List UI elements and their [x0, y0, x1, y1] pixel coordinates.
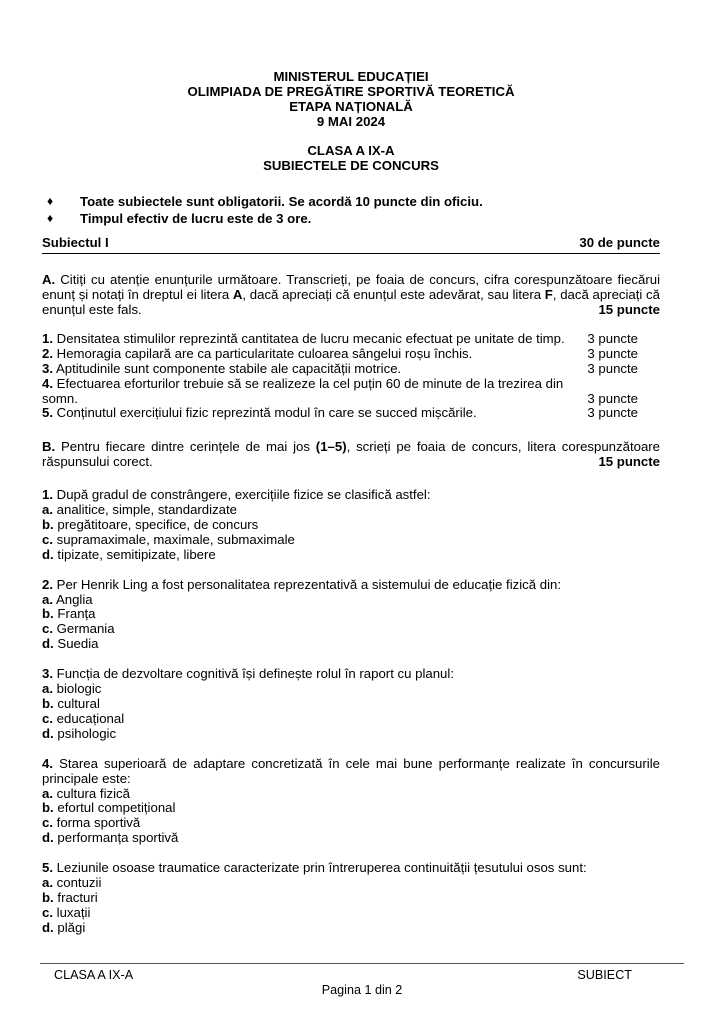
option-letter: a. [42, 502, 53, 518]
option-text: analitice, simple, standardizate [56, 502, 237, 518]
option-letter: b. [42, 606, 54, 622]
option-c [42, 622, 660, 637]
section-a-label: A. [42, 272, 56, 288]
option-b [42, 801, 660, 816]
option-letter: b. [42, 889, 54, 905]
statement-item [42, 362, 660, 377]
option-text: cultural [57, 696, 100, 711]
note-item [42, 212, 660, 227]
section-a-statements [42, 332, 660, 421]
option-letter: c. [42, 710, 53, 726]
question-4 [42, 757, 660, 846]
subject1-title: Subiectul I [42, 235, 109, 251]
question-body: Per Henrik Ling a fost personalitatea reprezentativă a sistemului de educație fizică din: [56, 576, 562, 592]
question-number: 5. [42, 860, 53, 876]
option-text: Anglia [55, 591, 93, 607]
statement-text [42, 362, 587, 377]
option-d [42, 548, 660, 563]
option-letter: d. [42, 546, 54, 562]
option-text: biologic [56, 681, 102, 697]
statement-number: 3. [42, 360, 53, 376]
section-a-text-3: , dacă apreciați că enunțul este fals. [42, 287, 660, 317]
option-text: plăgi [57, 919, 86, 935]
option-letter: a. [42, 875, 53, 891]
stage-title: ETAPA NAȚIONALĂ [289, 98, 413, 114]
option-text: luxații [56, 904, 91, 920]
option-text: psihologic [57, 725, 117, 741]
option-letter: c. [42, 621, 53, 637]
statement-number: 4. [42, 375, 53, 391]
question-number: 4. [42, 755, 53, 771]
option-text: Suedia [57, 636, 99, 652]
subjects-subtitle: SUBIECTELE DE CONCURS [263, 157, 439, 173]
section-a-true-letter: A [232, 287, 243, 303]
page-footer [0, 963, 724, 997]
statement-item [42, 332, 660, 347]
statement-body: Aptitudinile sunt componente stabile ale capacității motrice. [55, 360, 402, 376]
note-text: Timpul efectiv de lucru este de 3 ore. [80, 211, 312, 227]
option-d [42, 921, 660, 936]
section-a-false-letter: F [544, 287, 553, 303]
section-b-questions [42, 488, 660, 936]
section-a-intro [42, 273, 660, 318]
option-a [42, 787, 660, 802]
option-a [42, 593, 660, 608]
general-notes [42, 195, 660, 227]
statement-number: 2. [42, 345, 53, 361]
section-b-text-1: Pentru fiecare dintre cerințele de mai jos [61, 439, 310, 455]
option-b [42, 518, 660, 533]
olympiad-title: OLIMPIADA DE PREGĂTIRE SPORTIVĂ TEORETICĂ [187, 83, 515, 99]
question-text [42, 578, 660, 593]
section-b-label: B. [42, 439, 56, 455]
question-text [42, 667, 660, 682]
option-a [42, 503, 660, 518]
option-letter: c. [42, 904, 53, 920]
option-b [42, 891, 660, 906]
section-b-intro [42, 440, 660, 470]
option-c [42, 712, 660, 727]
option-letter: a. [42, 681, 53, 697]
statement-item [42, 377, 660, 407]
statement-text [42, 377, 587, 407]
note-text: Toate subiectele sunt obligatorii. Se acordă 10 puncte din oficiu. [80, 194, 483, 210]
statement-number: 5. [42, 405, 53, 421]
question-body: Leziunile osoase traumatice caracterizate prin întreruperea continuității țesutului osos sunt: [56, 860, 587, 876]
section-b-points: 15 puncte [598, 454, 660, 470]
ministry-title: MINISTERUL EDUCAȚIEI [273, 69, 429, 84]
question-5 [42, 861, 660, 936]
option-text: educațional [56, 710, 125, 726]
subject1-points: 30 de puncte [579, 235, 660, 251]
option-b [42, 607, 660, 622]
section-a-points: 15 puncte [598, 301, 660, 317]
option-letter: d. [42, 636, 54, 652]
statement-points: 3 puncte [587, 360, 638, 376]
question-3 [42, 667, 660, 742]
section-a-text-1: Citiți cu atenție enunțurile următoare. Transcrieți, pe foaia de concurs, cifra corespunzătoare fiecărui enunț și notați în dreptul ei litera [42, 272, 660, 303]
question-1 [42, 488, 660, 563]
option-text: fracturi [57, 889, 98, 905]
statement-points: 3 puncte [587, 330, 638, 346]
footer-row [40, 964, 684, 982]
option-letter: d. [42, 919, 54, 935]
option-text: Germania [56, 621, 115, 637]
date-line: 9 MAI 2024 [316, 113, 386, 129]
question-2 [42, 578, 660, 653]
question-number: 2. [42, 576, 53, 592]
option-c [42, 816, 660, 831]
option-text: contuzii [56, 875, 102, 891]
footer-doc-type: SUBIECT [577, 967, 632, 982]
page-number: Pagina 1 din 2 [321, 982, 403, 997]
question-number: 1. [42, 487, 53, 503]
option-letter: d. [42, 725, 54, 741]
subject1-title-row [42, 236, 660, 254]
question-body: Funcția de dezvoltare cognitivă își definește rolul în raport cu planul: [56, 666, 454, 682]
option-a [42, 682, 660, 697]
option-b [42, 697, 660, 712]
option-letter: b. [42, 696, 54, 711]
option-letter: b. [42, 800, 54, 816]
option-text: efortul competițional [57, 800, 176, 816]
option-d [42, 831, 660, 846]
option-c [42, 533, 660, 548]
option-text: tipizate, semitipizate, libere [57, 546, 216, 562]
statement-points: 3 puncte [587, 405, 638, 421]
question-text [42, 757, 660, 787]
option-letter: a. [42, 591, 53, 607]
statement-item [42, 406, 660, 421]
question-body: După gradul de constrângere, exercițiile fizice se clasifică astfel: [56, 487, 431, 503]
statement-text [42, 406, 587, 421]
option-text: cultura fizică [56, 785, 130, 801]
option-c [42, 906, 660, 921]
statement-points: 3 puncte [587, 345, 638, 361]
section-a-text-2: , dacă apreciați că enunțul este adevărat, sau litera [242, 287, 542, 303]
option-letter: a. [42, 785, 53, 801]
header-spacer [42, 130, 660, 144]
option-text: forma sportivă [56, 815, 141, 831]
diamond-bullet-icon: ♦ [47, 211, 54, 226]
section-b-text-2: , scrieți pe foaia de concurs, litera corespunzătoare răspunsului corect. [42, 439, 661, 470]
question-text [42, 861, 660, 876]
statement-body: Conținutul exercițiului fizic reprezintă modul în care se succed mișcările. [56, 405, 477, 421]
option-text: performanța sportivă [57, 830, 179, 846]
diamond-bullet-icon: ♦ [47, 194, 54, 209]
question-number: 3. [42, 666, 53, 682]
option-d [42, 637, 660, 652]
footer-grade: CLASA A IX-A [54, 967, 134, 982]
statement-item [42, 347, 660, 362]
document-header [42, 70, 660, 173]
option-text: supramaximale, maximale, submaximale [56, 531, 295, 547]
option-letter: c. [42, 531, 53, 547]
option-text: pregătitoare, specifice, de concurs [57, 516, 259, 532]
section-b-range: (1–5) [315, 439, 347, 455]
statement-text [42, 347, 587, 362]
note-item [42, 195, 660, 210]
statement-number: 1. [42, 330, 53, 346]
option-a [42, 876, 660, 891]
question-body: Starea superioară de adaptare concretizată în cele mai bune performanțe realizate în concursurile principale este: [42, 755, 660, 786]
statement-text [42, 332, 587, 347]
option-letter: c. [42, 815, 53, 831]
statement-body: Efectuarea eforturilor trebuie să se realizeze la cel puțin 60 de minute de la trezirea din somn. [42, 375, 564, 406]
option-d [42, 727, 660, 742]
option-text: Franța [57, 606, 96, 622]
statement-points: 3 puncte [587, 390, 638, 406]
statement-body: Hemoragia capilară are ca particularitate culoarea sângelui roșu închis. [56, 345, 473, 361]
statement-body: Densitatea stimulilor reprezintă cantitatea de lucru mecanic efectuat pe unitate de timp. [56, 330, 565, 346]
option-letter: d. [42, 830, 54, 846]
option-letter: b. [42, 516, 54, 532]
grade-title: CLASA A IX-A [307, 142, 395, 158]
question-text [42, 488, 660, 503]
